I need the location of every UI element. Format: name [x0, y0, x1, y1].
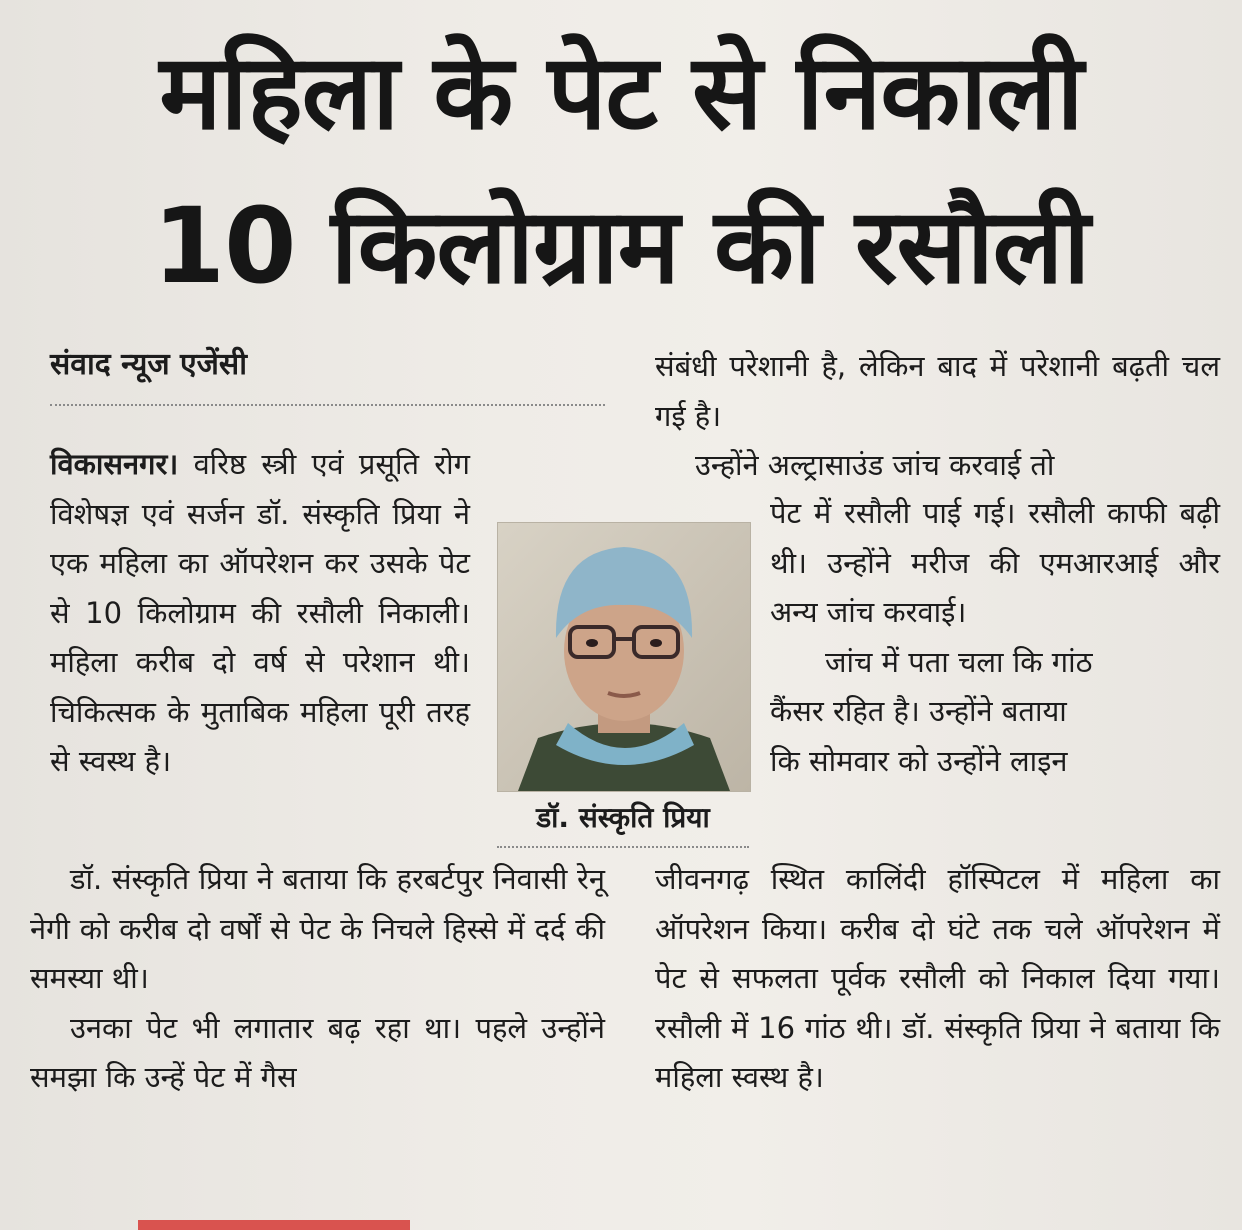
- headline-line-1: महिला के पेट से निकाली: [159, 31, 1083, 153]
- paragraph-4-rest: पेट में रसौली पाई गई। रसौली काफी बढ़ी थी। उन्होंने मरीज की एमआरआई और अन्य जांच करवाई।: [770, 496, 1220, 629]
- article-column-left-bottom: [30, 855, 605, 1103]
- article-column-right-mid: [770, 489, 1220, 786]
- paragraph-5-rest: जीवनगढ़ स्थित कालिंदी हॉस्पिटल में महिला का ऑपरेशन किया। करीब दो घंटे तक चले ऑपरेशन में पेट से सफलता पूर्वक रसौली को निकाल दिया गया। रसौली में 16 गांठ थी। डॉ. संस्कृति प्रिया ने बताया कि महिला स्वस्थ है।: [655, 862, 1220, 1094]
- article-paragraph-2: डॉ. संस्कृति प्रिया ने बताया कि हरबर्टपुर निवासी रेनू नेगी को करीब दो वर्षों से पेट के निचले हिस्से में दर्द की समस्या थी।: [30, 862, 605, 995]
- article-column-left-top: [50, 440, 470, 787]
- paragraph-3-continued: संबंधी परेशानी है, लेकिन बाद में परेशानी बढ़ती चल गई है।: [655, 349, 1220, 433]
- byline-divider: [50, 404, 605, 406]
- article-column-right-top: [655, 342, 1220, 491]
- article-column-right-bottom: [655, 855, 1220, 1103]
- paragraph-5-line-3: कि सोमवार को उन्होंने लाइन: [770, 743, 1068, 778]
- portrait-photo-icon: [497, 522, 751, 792]
- caption-divider: [497, 846, 749, 848]
- dateline: विकासनगर।: [50, 447, 179, 481]
- paragraph-5-line-1: जांच में पता चला कि गांठ: [825, 644, 1093, 679]
- article-paragraph-3: उनका पेट भी लगातार बढ़ रहा था। पहले उन्होंने समझा कि उन्हें पेट में गैस: [30, 1010, 605, 1094]
- headline-line-2: 10 किलोग्राम की रसौली: [152, 185, 1090, 307]
- red-strip-decoration: [138, 1220, 410, 1230]
- byline: संवाद न्यूज एजेंसी: [50, 347, 247, 382]
- article-paragraph-1: [50, 440, 470, 787]
- photo-caption: डॉ. संस्कृति प्रिया: [536, 801, 710, 834]
- paragraph-4-first-line: उन्होंने अल्ट्रासाउंड जांच करवाई तो: [695, 448, 1055, 482]
- paragraph-5-line-2: कैंसर रहित है। उन्होंने बताया: [770, 694, 1067, 728]
- paragraph-1-text: वरिष्ठ स्त्री एवं प्रसूति रोग विशेषज्ञ एवं सर्जन डॉ. संस्कृति प्रिया ने एक महिला का ऑपरेशन कर उसके पेट से 10 किलोग्राम की रसौली निकाली। महिला करीब दो वर्ष से परेशान थी। चिकित्सक के मुताबिक महिला पूरी तरह से स्वस्थ है।: [50, 447, 470, 778]
